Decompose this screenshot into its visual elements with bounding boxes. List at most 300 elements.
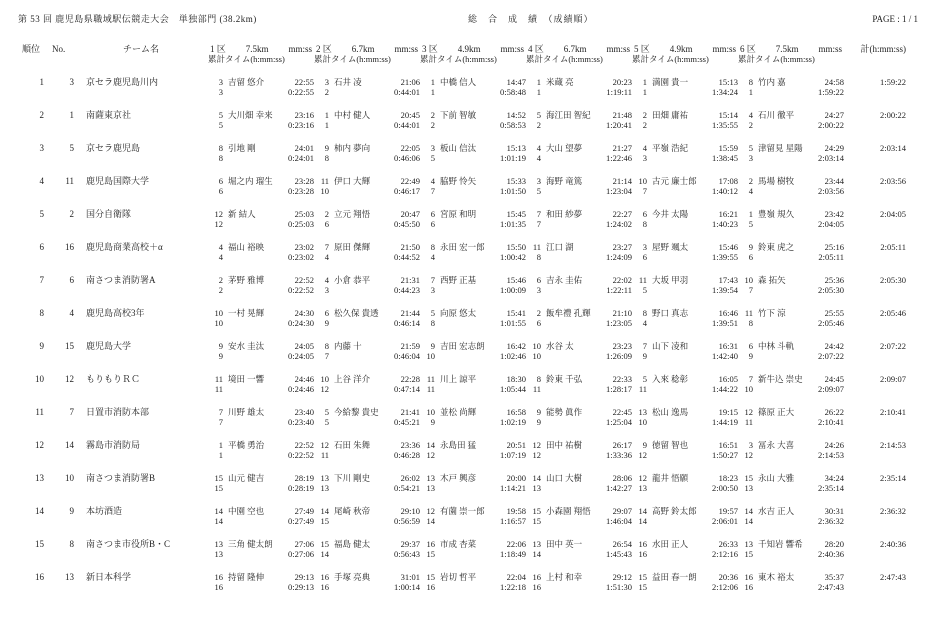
leg-cell [420,176,526,196]
team-rank: 6 [39,242,44,252]
runner-name: 岩切 哲平 [440,572,477,582]
leg-cumulative-time: 1:00:42 [500,252,526,262]
leg-cumulative-time: 0:47:14 [394,384,420,394]
runner-name: 安水 圭汰 [228,341,265,351]
leg-cumulative-time: 1:24:09 [606,252,632,262]
leg-cumulative-time: 0:29:13 [288,582,314,592]
leg-cell [632,473,738,493]
section-cumulative-label: 累計タイム(h:mm:ss) [420,54,497,64]
leg-cumulative-rank: 5 [748,219,753,229]
leg-cell [738,506,844,526]
runner-name: 石井 凌 [334,77,362,87]
table-row [18,143,930,163]
leg-cell [526,308,632,328]
runner-number: 4 [748,110,753,120]
runner-number: 3 [642,242,647,252]
leg-cumulative-rank: 2 [324,87,329,97]
leg-cumulative-time: 1:38:45 [712,153,738,163]
leg-cumulative-rank: 7 [218,417,223,427]
runner-name: 福山 裕映 [228,242,265,252]
leg-time: 21:50 [400,242,420,252]
leg-cumulative-rank: 11 [214,384,223,394]
leg-cumulative-rank: 7 [536,219,541,229]
leg-cumulative-rank: 15 [426,549,435,559]
runner-name: 益田 春一朗 [652,572,697,582]
runner-number: 4 [536,143,541,153]
runner-name: 海野 竜篤 [546,176,583,186]
leg-cumulative-rank: 7 [748,285,753,295]
leg-cumulative-rank: 9 [218,351,223,361]
leg-time: 23:44 [824,176,844,186]
leg-cumulative-time: 1:01:50 [500,186,526,196]
runner-name: 伊口 大輝 [334,176,371,186]
runner-name: 今井 太陽 [652,209,689,219]
runner-name: 板山 信汰 [440,143,477,153]
runner-name: 永山 大雅 [758,473,795,483]
leg-cell [314,308,420,328]
runner-number: 6 [536,275,541,285]
leg-cumulative-time: 2:12:16 [712,549,738,559]
team-name: 本坊酒造 [86,506,123,516]
runner-name: 馬場 樹牧 [758,176,795,186]
leg-time: 23:42 [824,209,844,219]
runner-number: 15 [426,572,435,582]
leg-cumulative-time: 2:14:53 [818,450,844,460]
runner-name: 新 結人 [228,209,256,219]
runner-name: 篠原 正大 [758,407,795,417]
leg-time: 21:41 [400,407,420,417]
runner-name: 竹下 涼 [758,308,786,318]
leg-cumulative-rank: 7 [324,351,329,361]
runner-name: 一村 晃輝 [228,308,265,318]
leg-cell [738,440,844,460]
section-time-unit: mm:ss [818,44,842,54]
team-rank: 2 [39,110,44,120]
runner-name: 大川畑 幸来 [228,110,273,120]
leg-cell [526,506,632,526]
leg-cell [420,407,526,427]
leg-cell [632,341,738,361]
leg-cumulative-time: 0:44:01 [394,120,420,130]
leg-cumulative-rank: 6 [324,219,329,229]
leg-time: 20:45 [400,110,420,120]
leg-cumulative-time: 0:25:03 [288,219,314,229]
leg-cumulative-time: 1:44:22 [712,384,738,394]
header-section [420,44,526,64]
team-name: 日置市消防本部 [86,407,150,417]
leg-cumulative-rank: 3 [642,153,647,163]
leg-cumulative-time: 1:23:04 [606,186,632,196]
leg-cumulative-time: 1:35:55 [712,120,738,130]
leg-cumulative-rank: 4 [218,252,223,262]
leg-cell [738,209,844,229]
runner-number: 9 [748,242,753,252]
runner-name: 屋野 颯太 [652,242,689,252]
leg-cumulative-time: 2:35:14 [818,483,844,493]
leg-time: 29:37 [400,539,420,549]
leg-time: 24:27 [824,110,844,120]
runner-number: 15 [320,539,329,549]
runner-name: 原田 傑輝 [334,242,371,252]
leg-cumulative-rank: 3 [748,153,753,163]
leg-time: 23:16 [294,110,314,120]
team-rank: 13 [35,473,44,483]
runner-number: 9 [218,341,223,351]
leg-cumulative-time: 1:34:24 [712,87,738,97]
leg-time: 21:06 [400,77,420,87]
leg-time: 16:42 [506,341,526,351]
header-no: No. [52,44,66,54]
leg-cumulative-time: 2:36:32 [818,516,844,526]
leg-cumulative-rank: 15 [744,549,753,559]
runner-name: 徳留 智也 [652,440,689,450]
runner-number: 4 [642,143,647,153]
leg-cumulative-time: 0:56:59 [394,516,420,526]
runner-number: 7 [748,374,753,384]
team-number: 8 [69,539,74,549]
leg-cumulative-time: 0:44:01 [394,87,420,97]
runner-number: 1 [642,77,647,87]
leg-cell [420,275,526,295]
runner-name: 鈴東 千弘 [546,374,583,384]
runner-name: 江口 湖 [546,242,574,252]
leg-cell [314,242,420,262]
leg-time: 24:26 [824,440,844,450]
leg-cell [632,308,738,328]
leg-cumulative-time: 1:42:40 [712,351,738,361]
table-row [18,275,930,295]
leg-cumulative-time: 1:22:18 [500,582,526,592]
runner-name: 手塚 亮典 [334,572,371,582]
runner-number: 12 [214,209,223,219]
leg-time: 15:41 [506,308,526,318]
leg-cell [526,176,632,196]
leg-cell [632,440,738,460]
leg-cumulative-rank: 11 [532,384,541,394]
total-time: 2:05:30 [880,275,906,285]
leg-cumulative-rank: 14 [744,516,753,526]
runner-number: 10 [214,308,223,318]
leg-cumulative-rank: 10 [320,186,329,196]
leg-cumulative-time: 2:12:06 [712,582,738,592]
leg-cumulative-time: 0:45:50 [394,219,420,229]
runner-name: 川野 雄太 [228,407,265,417]
team-number: 16 [65,242,74,252]
leg-cumulative-rank: 8 [218,153,223,163]
leg-cumulative-rank: 1 [642,87,647,97]
section-distance: 7.5km [775,44,799,54]
leg-cumulative-rank: 16 [532,582,541,592]
leg-time: 26:17 [612,440,632,450]
total-time: 1:59:22 [880,77,906,87]
leg-cumulative-rank: 1 [218,450,223,460]
leg-cell [208,110,314,130]
leg-cumulative-rank: 15 [320,516,329,526]
runner-number: 2 [748,176,753,186]
section-time-unit: mm:ss [500,44,524,54]
leg-time: 22:52 [294,440,314,450]
leg-cumulative-time: 1:22:46 [606,153,632,163]
leg-time: 23:36 [400,440,420,450]
leg-cumulative-rank: 10 [426,351,435,361]
section-cumulative-label: 累計タイム(h:mm:ss) [526,54,603,64]
leg-cell [420,374,526,394]
runner-name: 平嶺 浩紀 [652,143,689,153]
leg-time: 22:49 [400,176,420,186]
leg-cell [632,77,738,97]
total-time: 2:03:56 [880,176,906,186]
leg-cell [420,143,526,163]
section-distance: 6.7km [563,44,587,54]
runner-name: 龍井 悟願 [652,473,689,483]
runner-number: 9 [430,341,435,351]
leg-cumulative-time: 1:20:41 [606,120,632,130]
runner-name: 満園 貴一 [652,77,689,87]
leg-time: 24:45 [824,374,844,384]
leg-cell [208,77,314,97]
runner-number: 4 [324,275,329,285]
runner-number: 15 [532,506,541,516]
leg-cell [420,341,526,361]
leg-time: 22:28 [400,374,420,384]
team-number: 12 [65,374,74,384]
team-name: 京セラ鹿児島 [86,143,141,153]
leg-cell [208,572,314,592]
leg-cumulative-time: 1:24:02 [606,219,632,229]
runner-name: 下前 智敏 [440,110,477,120]
team-rank: 1 [39,77,44,87]
leg-cumulative-time: 1:59:22 [818,87,844,97]
leg-cumulative-rank: 7 [430,186,435,196]
runner-name: 福島 健太 [334,539,371,549]
leg-cumulative-rank: 6 [536,318,541,328]
leg-cumulative-time: 1:26:09 [606,351,632,361]
header-section [632,44,738,64]
leg-cell [632,572,738,592]
runner-number: 6 [324,308,329,318]
leg-cumulative-time: 1:01:19 [500,153,526,163]
leg-cumulative-time: 1:40:12 [712,186,738,196]
table-row [18,374,930,394]
runner-number: 2 [218,275,223,285]
team-number: 7 [69,407,74,417]
runner-name: 市成 杏菜 [440,539,477,549]
runner-number: 15 [638,572,647,582]
header-section [208,44,314,64]
leg-time: 22:55 [294,77,314,87]
leg-cumulative-time: 2:04:05 [818,219,844,229]
total-time: 2:36:32 [880,506,906,516]
leg-cumulative-time: 0:54:21 [394,483,420,493]
leg-cell [208,374,314,394]
leg-cumulative-time: 1:02:19 [500,417,526,427]
runner-number: 13 [744,539,753,549]
runner-name: 水吉 正人 [758,506,795,516]
runner-number: 9 [642,440,647,450]
leg-cell [420,110,526,130]
leg-cumulative-rank: 1 [536,87,541,97]
leg-cell [738,308,844,328]
leg-cumulative-rank: 4 [536,153,541,163]
leg-cumulative-time: 2:47:43 [818,582,844,592]
leg-cumulative-time: 1:05:44 [500,384,526,394]
runner-name: 有薗 崇一郎 [440,506,485,516]
leg-cumulative-rank: 14 [214,516,223,526]
leg-time: 17:43 [718,275,738,285]
leg-cumulative-rank: 12 [426,450,435,460]
runner-number: 3 [430,143,435,153]
leg-time: 16:46 [718,308,738,318]
runner-number: 6 [430,209,435,219]
leg-cumulative-rank: 1 [430,87,435,97]
runner-number: 1 [218,440,223,450]
team-name: 鹿児島国際大学 [86,176,150,186]
leg-cumulative-rank: 5 [536,186,541,196]
table-row [18,440,930,460]
leg-time: 21:10 [612,308,632,318]
leg-cumulative-time: 2:05:11 [818,252,844,262]
runner-number: 16 [638,539,647,549]
leg-time: 35:37 [824,572,844,582]
leg-cumulative-rank: 12 [214,219,223,229]
leg-cumulative-time: 1:40:23 [712,219,738,229]
leg-cell [208,440,314,460]
header-rank: 順位 [21,44,40,54]
leg-cell [738,242,844,262]
runner-name: 小倉 恭平 [334,275,371,285]
team-name: 鹿児島商業高校＋α [86,242,163,252]
total-time: 2:04:05 [880,209,906,219]
runner-name: 小森園 翔悟 [546,506,591,516]
leg-cumulative-rank: 4 [430,252,435,262]
leg-time: 21:59 [400,341,420,351]
runner-number: 14 [638,506,647,516]
leg-cumulative-rank: 13 [638,483,647,493]
leg-cell [420,77,526,97]
leg-cumulative-time: 0:46:17 [394,186,420,196]
leg-cumulative-time: 0:24:30 [288,318,314,328]
leg-time: 20:47 [400,209,420,219]
leg-time: 29:12 [612,572,632,582]
leg-cumulative-time: 2:00:50 [712,483,738,493]
team-rank: 10 [35,374,44,384]
leg-cumulative-rank: 8 [536,252,541,262]
leg-time: 21:44 [400,308,420,318]
leg-cell [738,176,844,196]
header-section [526,44,632,64]
leg-cumulative-time: 0:44:23 [394,285,420,295]
leg-time: 22:06 [506,539,526,549]
runner-number: 10 [320,374,329,384]
leg-time: 19:58 [506,506,526,516]
runner-name: 向原 悠太 [440,308,477,318]
runner-name: 米蔵 亮 [546,77,574,87]
leg-cell [738,407,844,427]
leg-cumulative-time: 0:23:40 [288,417,314,427]
runner-number: 1 [430,77,435,87]
team-rank: 8 [39,308,44,318]
runner-name: 津留見 星陽 [758,143,803,153]
runner-number: 12 [320,440,329,450]
leg-cumulative-time: 1:01:35 [500,219,526,229]
leg-cell [420,473,526,493]
runner-number: 16 [744,572,753,582]
leg-cumulative-rank: 9 [642,351,647,361]
leg-cumulative-rank: 5 [430,153,435,163]
runner-name: 能勢 眞作 [546,407,583,417]
table-row [18,110,930,130]
leg-cumulative-time: 2:05:46 [818,318,844,328]
leg-cell [208,341,314,361]
runner-number: 7 [430,275,435,285]
runner-name: 中園 空也 [228,506,265,516]
runner-number: 12 [426,506,435,516]
leg-cumulative-time: 0:23:02 [288,252,314,262]
runner-number: 2 [536,308,541,318]
runner-name: 中村 健人 [334,110,371,120]
team-rank: 14 [35,506,44,516]
leg-time: 24:29 [824,143,844,153]
total-time: 2:03:14 [880,143,906,153]
runner-name: 上谷 洋介 [334,374,371,384]
leg-cell [738,341,844,361]
leg-cumulative-time: 1:01:55 [500,318,526,328]
leg-time: 26:02 [400,473,420,483]
runner-name: 竹内 嘉 [758,77,786,87]
section-label: 4 区 [528,44,544,54]
leg-time: 21:27 [612,143,632,153]
leg-cumulative-rank: 5 [218,120,223,130]
leg-cell [738,77,844,97]
leg-cumulative-time: 0:46:04 [394,351,420,361]
runner-number: 13 [214,539,223,549]
runner-number: 10 [426,407,435,417]
leg-cumulative-rank: 11 [320,450,329,460]
runner-number: 2 [430,110,435,120]
leg-cumulative-rank: 4 [324,252,329,262]
runner-number: 12 [532,440,541,450]
leg-cell [208,143,314,163]
team-rank: 3 [39,143,44,153]
runner-number: 4 [218,242,223,252]
leg-time: 29:13 [294,572,314,582]
leg-cumulative-time: 0:22:55 [288,87,314,97]
runner-name: 山下 凌和 [652,341,689,351]
runner-number: 5 [324,407,329,417]
total-time: 2:14:53 [880,440,906,450]
team-number: 10 [65,473,74,483]
header-total: 計(h:mm:ss) [860,44,906,54]
runner-number: 14 [320,506,329,516]
leg-cumulative-time: 2:07:22 [818,351,844,361]
team-name: 南さつま消防署B [86,473,156,483]
runner-number: 16 [214,572,223,582]
leg-cumulative-time: 1:00:09 [500,285,526,295]
leg-time: 26:54 [612,539,632,549]
leg-cell [738,110,844,130]
runner-name: 今給黎 貴史 [334,407,379,417]
leg-cumulative-rank: 7 [642,186,647,196]
runner-number: 1 [536,77,541,87]
leg-cell [526,440,632,460]
runner-number: 13 [532,539,541,549]
total-time: 2:47:43 [880,572,906,582]
team-name: 南さつま市役所B・C [86,539,171,549]
team-number: 3 [69,77,74,87]
leg-cumulative-rank: 16 [320,582,329,592]
team-rank: 9 [39,341,44,351]
leg-time: 20:51 [506,440,526,450]
